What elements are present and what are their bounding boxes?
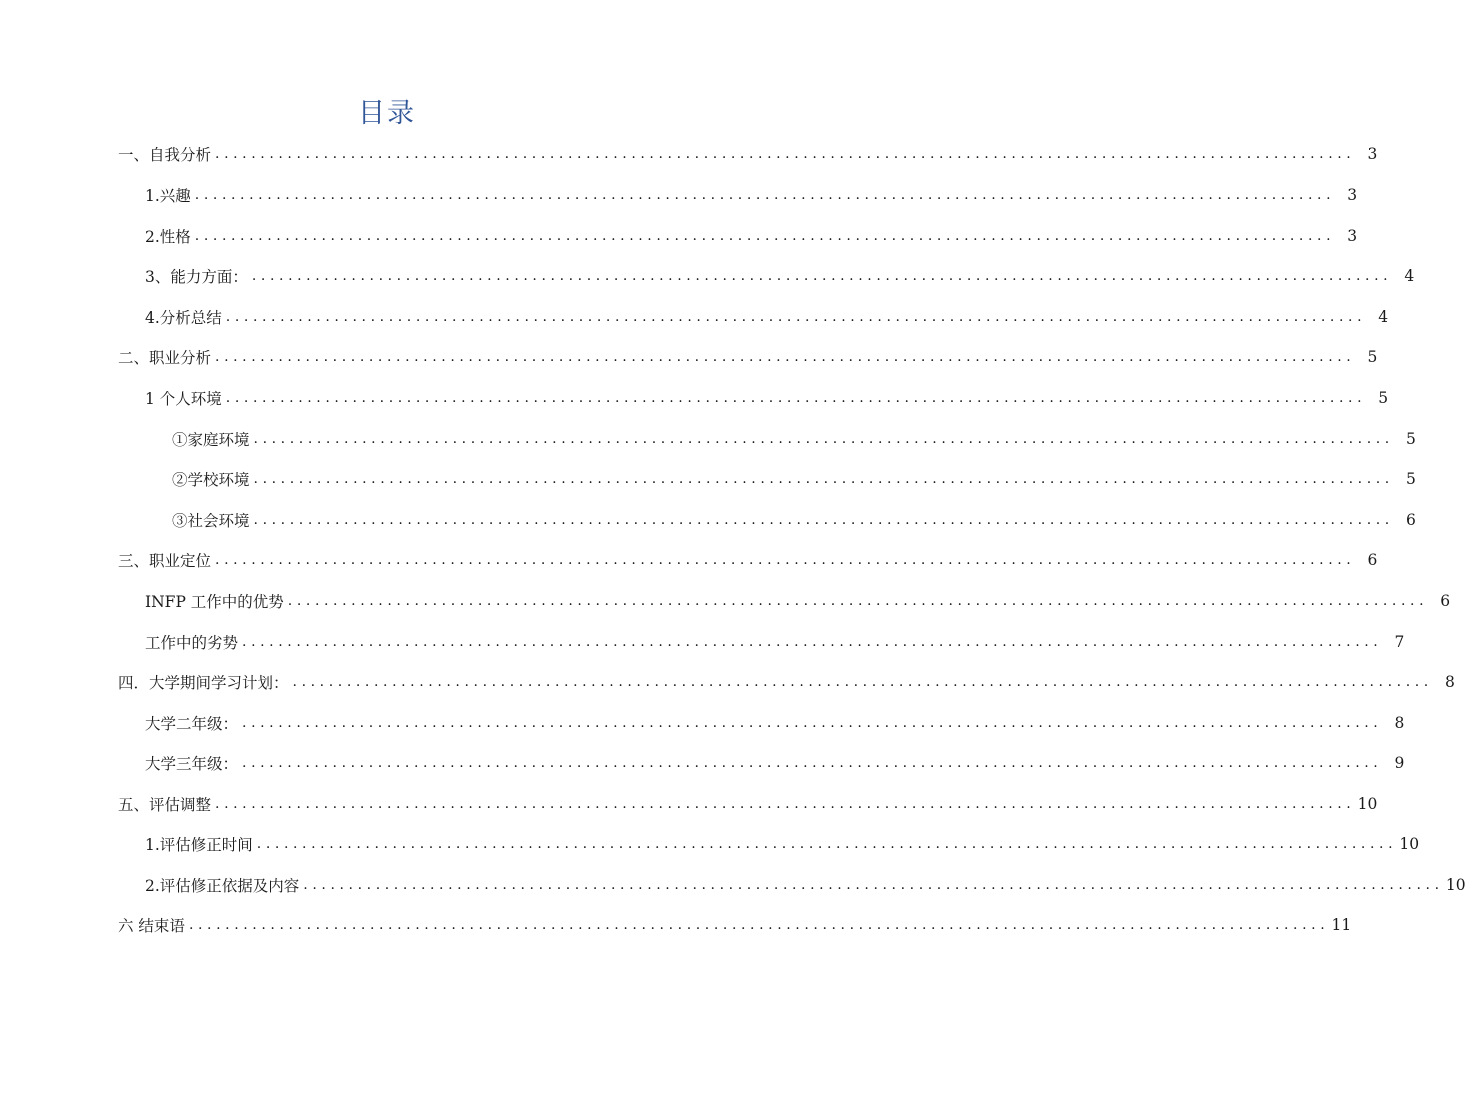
toc-entry-page: 4: [1404, 267, 1415, 285]
toc-entry[interactable]: [145, 624, 1405, 660]
toc-leader-dots: ..............................................................................................................................: [215, 146, 1356, 162]
toc-entry-page: 6: [1405, 511, 1416, 529]
toc-entry[interactable]: [145, 826, 1420, 862]
toc-leader-dots: ..............................................................................................................................: [256, 836, 1398, 852]
toc-entry-label: 五、评估调整: [118, 796, 212, 814]
toc-entry-page: 5: [1378, 389, 1389, 407]
toc-entry[interactable]: [145, 218, 1358, 254]
toc-entry-page: 8: [1444, 673, 1455, 691]
toc-leader-dots: ..............................................................................................................................: [251, 268, 1393, 284]
toc-entry[interactable]: [145, 380, 1389, 416]
toc-entry-page: 10: [1357, 795, 1378, 813]
toc-entry-page: 6: [1440, 592, 1451, 610]
toc-entry[interactable]: [172, 502, 1416, 538]
toc-entry-page: 11: [1331, 916, 1352, 934]
toc-entry-page: 10: [1399, 835, 1420, 853]
toc-leader-dots: ..............................................................................................................................: [303, 877, 1444, 893]
toc-entry[interactable]: [145, 258, 1415, 294]
toc-entry-label: 1.评估修正时间: [145, 836, 253, 854]
toc-leader-dots: ..............................................................................................................................: [242, 634, 1383, 650]
toc-leader-dots: ..............................................................................................................................: [242, 755, 1383, 771]
toc-entry-page: 4: [1378, 308, 1389, 326]
toc-entry-page: 5: [1367, 348, 1378, 366]
toc-entry-label: 工作中的劣势: [145, 634, 239, 652]
toc-entry-page: 10: [1445, 876, 1466, 894]
toc-leader-dots: ..............................................................................................................................: [292, 674, 1433, 690]
toc-entry-label: 大学二年级：: [145, 715, 239, 733]
toc-entry[interactable]: [145, 867, 1466, 903]
toc-leader-dots: ..............................................................................................................................: [194, 187, 1336, 203]
toc-leader-dots: ..............................................................................................................................: [253, 431, 1394, 447]
toc-leader-dots: ..............................................................................................................................: [215, 552, 1356, 568]
toc-leader-dots: ..............................................................................................................................: [194, 228, 1336, 244]
toc-leader-dots: ..............................................................................................................................: [253, 471, 1394, 487]
toc-entry-label: INFP 工作中的优势: [145, 593, 284, 611]
toc-entry-label: 六 结束语: [118, 917, 185, 935]
toc-entry[interactable]: [118, 339, 1378, 375]
toc-entry-page: 8: [1394, 714, 1405, 732]
toc-leader-dots: ..............................................................................................................................: [287, 593, 1429, 609]
toc-entry[interactable]: [145, 177, 1358, 213]
toc-entry-label: ②学校环境: [172, 471, 250, 489]
toc-entry-page: 9: [1394, 754, 1405, 772]
toc-entry[interactable]: [145, 299, 1389, 335]
toc-leader-dots: ..............................................................................................................................: [242, 715, 1383, 731]
toc-entry-label: 一、自我分析: [118, 146, 212, 164]
toc-entry[interactable]: [172, 421, 1416, 457]
toc-entry-label: 2.性格: [145, 228, 191, 246]
toc-entry-label: 二、职业分析: [118, 349, 212, 367]
toc-entry[interactable]: [118, 542, 1378, 578]
toc-entry[interactable]: [145, 745, 1405, 781]
toc-leader-dots: ..............................................................................................................................: [225, 390, 1367, 406]
toc-leader-dots: ..............................................................................................................................: [215, 796, 1356, 812]
toc-entry-label: ③社会环境: [172, 512, 250, 530]
page-title: 目录: [358, 98, 416, 129]
toc-entry-label: 1.兴趣: [145, 187, 191, 205]
toc-entry-label: 3、能力方面：: [145, 268, 248, 286]
toc-entry-label: 四．大学期间学习计划：: [118, 674, 289, 692]
toc-leader-dots: ..............................................................................................................................: [215, 349, 1356, 365]
toc-entry-page: 7: [1394, 633, 1405, 651]
toc-entry[interactable]: [118, 136, 1378, 172]
toc-entry[interactable]: [172, 461, 1416, 497]
toc-entry-label: 2.评估修正依据及内容: [145, 877, 300, 895]
toc-entry-page: 5: [1405, 470, 1416, 488]
toc-entry-page: 3: [1347, 227, 1358, 245]
toc-entry-label: 大学三年级：: [145, 755, 239, 773]
toc-leader-dots: ..............................................................................................................................: [225, 309, 1367, 325]
toc-entry-label: 1 个人环境: [145, 390, 222, 408]
toc-entry-label: 三、职业定位: [118, 552, 212, 570]
toc-entry[interactable]: [118, 786, 1378, 822]
toc-entry[interactable]: [118, 907, 1352, 943]
toc-leader-dots: ..............................................................................................................................: [253, 512, 1394, 528]
toc-entry[interactable]: [118, 664, 1455, 700]
toc-entry[interactable]: [145, 583, 1451, 619]
toc-entry[interactable]: [145, 705, 1405, 741]
toc-leader-dots: ..............................................................................................................................: [188, 917, 1330, 933]
toc-entry-label: 4.分析总结: [145, 309, 222, 327]
toc-entry-page: 3: [1347, 186, 1358, 204]
toc-entry-page: 3: [1367, 145, 1378, 163]
toc-entry-label: ①家庭环境: [172, 431, 250, 449]
toc-entry-page: 6: [1367, 551, 1378, 569]
toc-entry-page: 5: [1405, 430, 1416, 448]
